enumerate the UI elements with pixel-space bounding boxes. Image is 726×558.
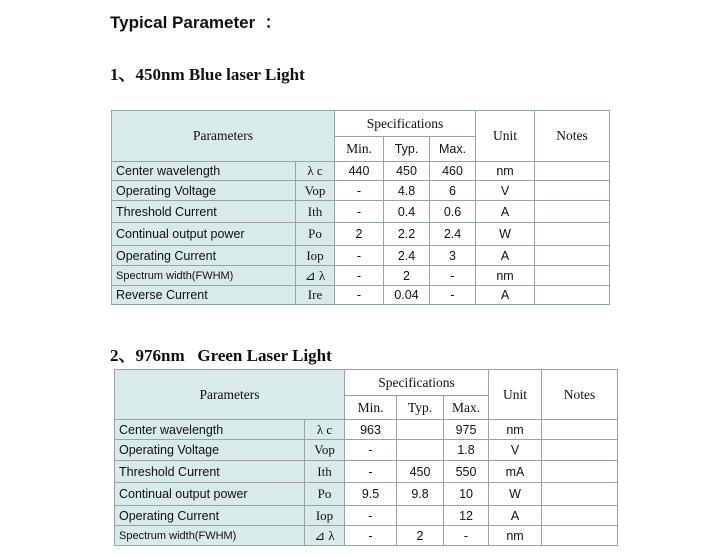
table-row [112,162,610,181]
typ-value: 450 [384,162,430,181]
typ-value: 2 [397,526,444,546]
typ-value: 2 [384,266,430,286]
max-value: 2.4 [430,223,476,246]
max-value: - [430,266,476,286]
notes-value [535,266,610,286]
param-name: Threshold Current [112,201,296,223]
typ-value: 4.8 [384,181,430,201]
header-min: Min. [335,137,384,162]
min-value: - [335,266,384,286]
unit-value: W [476,223,535,246]
param-symbol: Ith [305,461,345,483]
notes-value [535,286,610,305]
max-value: 6 [430,181,476,201]
notes-value [542,483,618,506]
min-value: - [345,506,397,526]
min-value: - [345,440,397,461]
min-value: - [345,461,397,483]
typ-value: 2.2 [384,223,430,246]
notes-value [535,246,610,266]
unit-value: A [476,286,535,305]
unit-value: nm [476,266,535,286]
param-symbol: Vop [296,181,335,201]
table-row [112,201,610,223]
header-specifications: Specifications [335,111,476,137]
typ-value: 9.8 [397,483,444,506]
min-value: - [335,201,384,223]
max-value: 0.6 [430,201,476,223]
max-value: 550 [444,461,489,483]
param-symbol: Ire [296,286,335,305]
table-row [115,461,618,483]
table-row [115,483,618,506]
notes-value [535,162,610,181]
max-value: 3 [430,246,476,266]
typ-value [397,420,444,440]
min-value: 963 [345,420,397,440]
max-value: 1.8 [444,440,489,461]
unit-value: A [476,201,535,223]
notes-value [542,440,618,461]
header-specifications: Specifications [345,370,489,396]
param-symbol: Vop [305,440,345,461]
unit-value: V [476,181,535,201]
param-name: Operating Voltage [115,440,305,461]
spec-table-green [114,369,618,546]
typ-value: 0.04 [384,286,430,305]
param-symbol: Po [305,483,345,506]
param-symbol: Iop [296,246,335,266]
unit-value: mA [489,461,542,483]
max-value: 460 [430,162,476,181]
header-parameters: Parameters [115,370,345,420]
param-symbol: Iop [305,506,345,526]
param-name: Spectrum width(FWHM) [115,526,305,546]
min-value: 440 [335,162,384,181]
page-title: Typical Parameter ： [110,13,282,32]
unit-value: A [476,246,535,266]
typ-value: 450 [397,461,444,483]
header-notes: Notes [542,370,618,420]
header-typ: Typ. [397,396,444,420]
table-row [115,506,618,526]
param-name: Operating Current [115,506,305,526]
header-min: Min. [345,396,397,420]
notes-value [542,506,618,526]
param-name: Operating Current [112,246,296,266]
unit-value: nm [476,162,535,181]
param-symbol: ⊿ λ [296,266,335,286]
max-value: - [444,526,489,546]
param-symbol: Ith [296,201,335,223]
table-row [112,181,610,201]
table-row [115,526,618,546]
param-symbol: ⊿ λ [305,526,345,546]
max-value: 12 [444,506,489,526]
header-unit: Unit [476,111,535,162]
unit-value: nm [489,526,542,546]
table-row [112,286,610,305]
param-name: Reverse Current [112,286,296,305]
header-max: Max. [430,137,476,162]
typ-value: 2.4 [384,246,430,266]
param-name: Spectrum width(FWHM) [112,266,296,286]
min-value: - [335,181,384,201]
typ-value: 0.4 [384,201,430,223]
header-notes: Notes [535,111,610,162]
notes-value [535,223,610,246]
table-row [112,223,610,246]
notes-value [542,526,618,546]
table-row [115,420,618,440]
max-value: 975 [444,420,489,440]
notes-value [535,201,610,223]
param-name: Center wavelength [112,162,296,181]
param-name: Continual output power [112,223,296,246]
param-name: Center wavelength [115,420,305,440]
max-value: - [430,286,476,305]
unit-value: A [489,506,542,526]
param-name: Continual output power [115,483,305,506]
min-value: 2 [335,223,384,246]
param-symbol: λ c [296,162,335,181]
header-typ: Typ. [384,137,430,162]
notes-value [542,461,618,483]
min-value: - [335,286,384,305]
table-row [115,440,618,461]
section-title-blue: 1、450nm Blue laser Light [110,65,305,84]
unit-value: V [489,440,542,461]
min-value: - [335,246,384,266]
typ-value [397,506,444,526]
notes-value [542,420,618,440]
max-value: 10 [444,483,489,506]
header-parameters: Parameters [112,111,335,162]
spec-table-blue [111,110,610,305]
param-name: Threshold Current [115,461,305,483]
header-unit: Unit [489,370,542,420]
typ-value [397,440,444,461]
min-value: 9.5 [345,483,397,506]
param-symbol: λ c [305,420,345,440]
min-value: - [345,526,397,546]
param-symbol: Po [296,223,335,246]
table-row [112,246,610,266]
header-max: Max. [444,396,489,420]
param-name: Operating Voltage [112,181,296,201]
table-row [112,266,610,286]
unit-value: W [489,483,542,506]
section-title-green: 2、976nm Green Laser Light [110,346,332,365]
notes-value [535,181,610,201]
unit-value: nm [489,420,542,440]
